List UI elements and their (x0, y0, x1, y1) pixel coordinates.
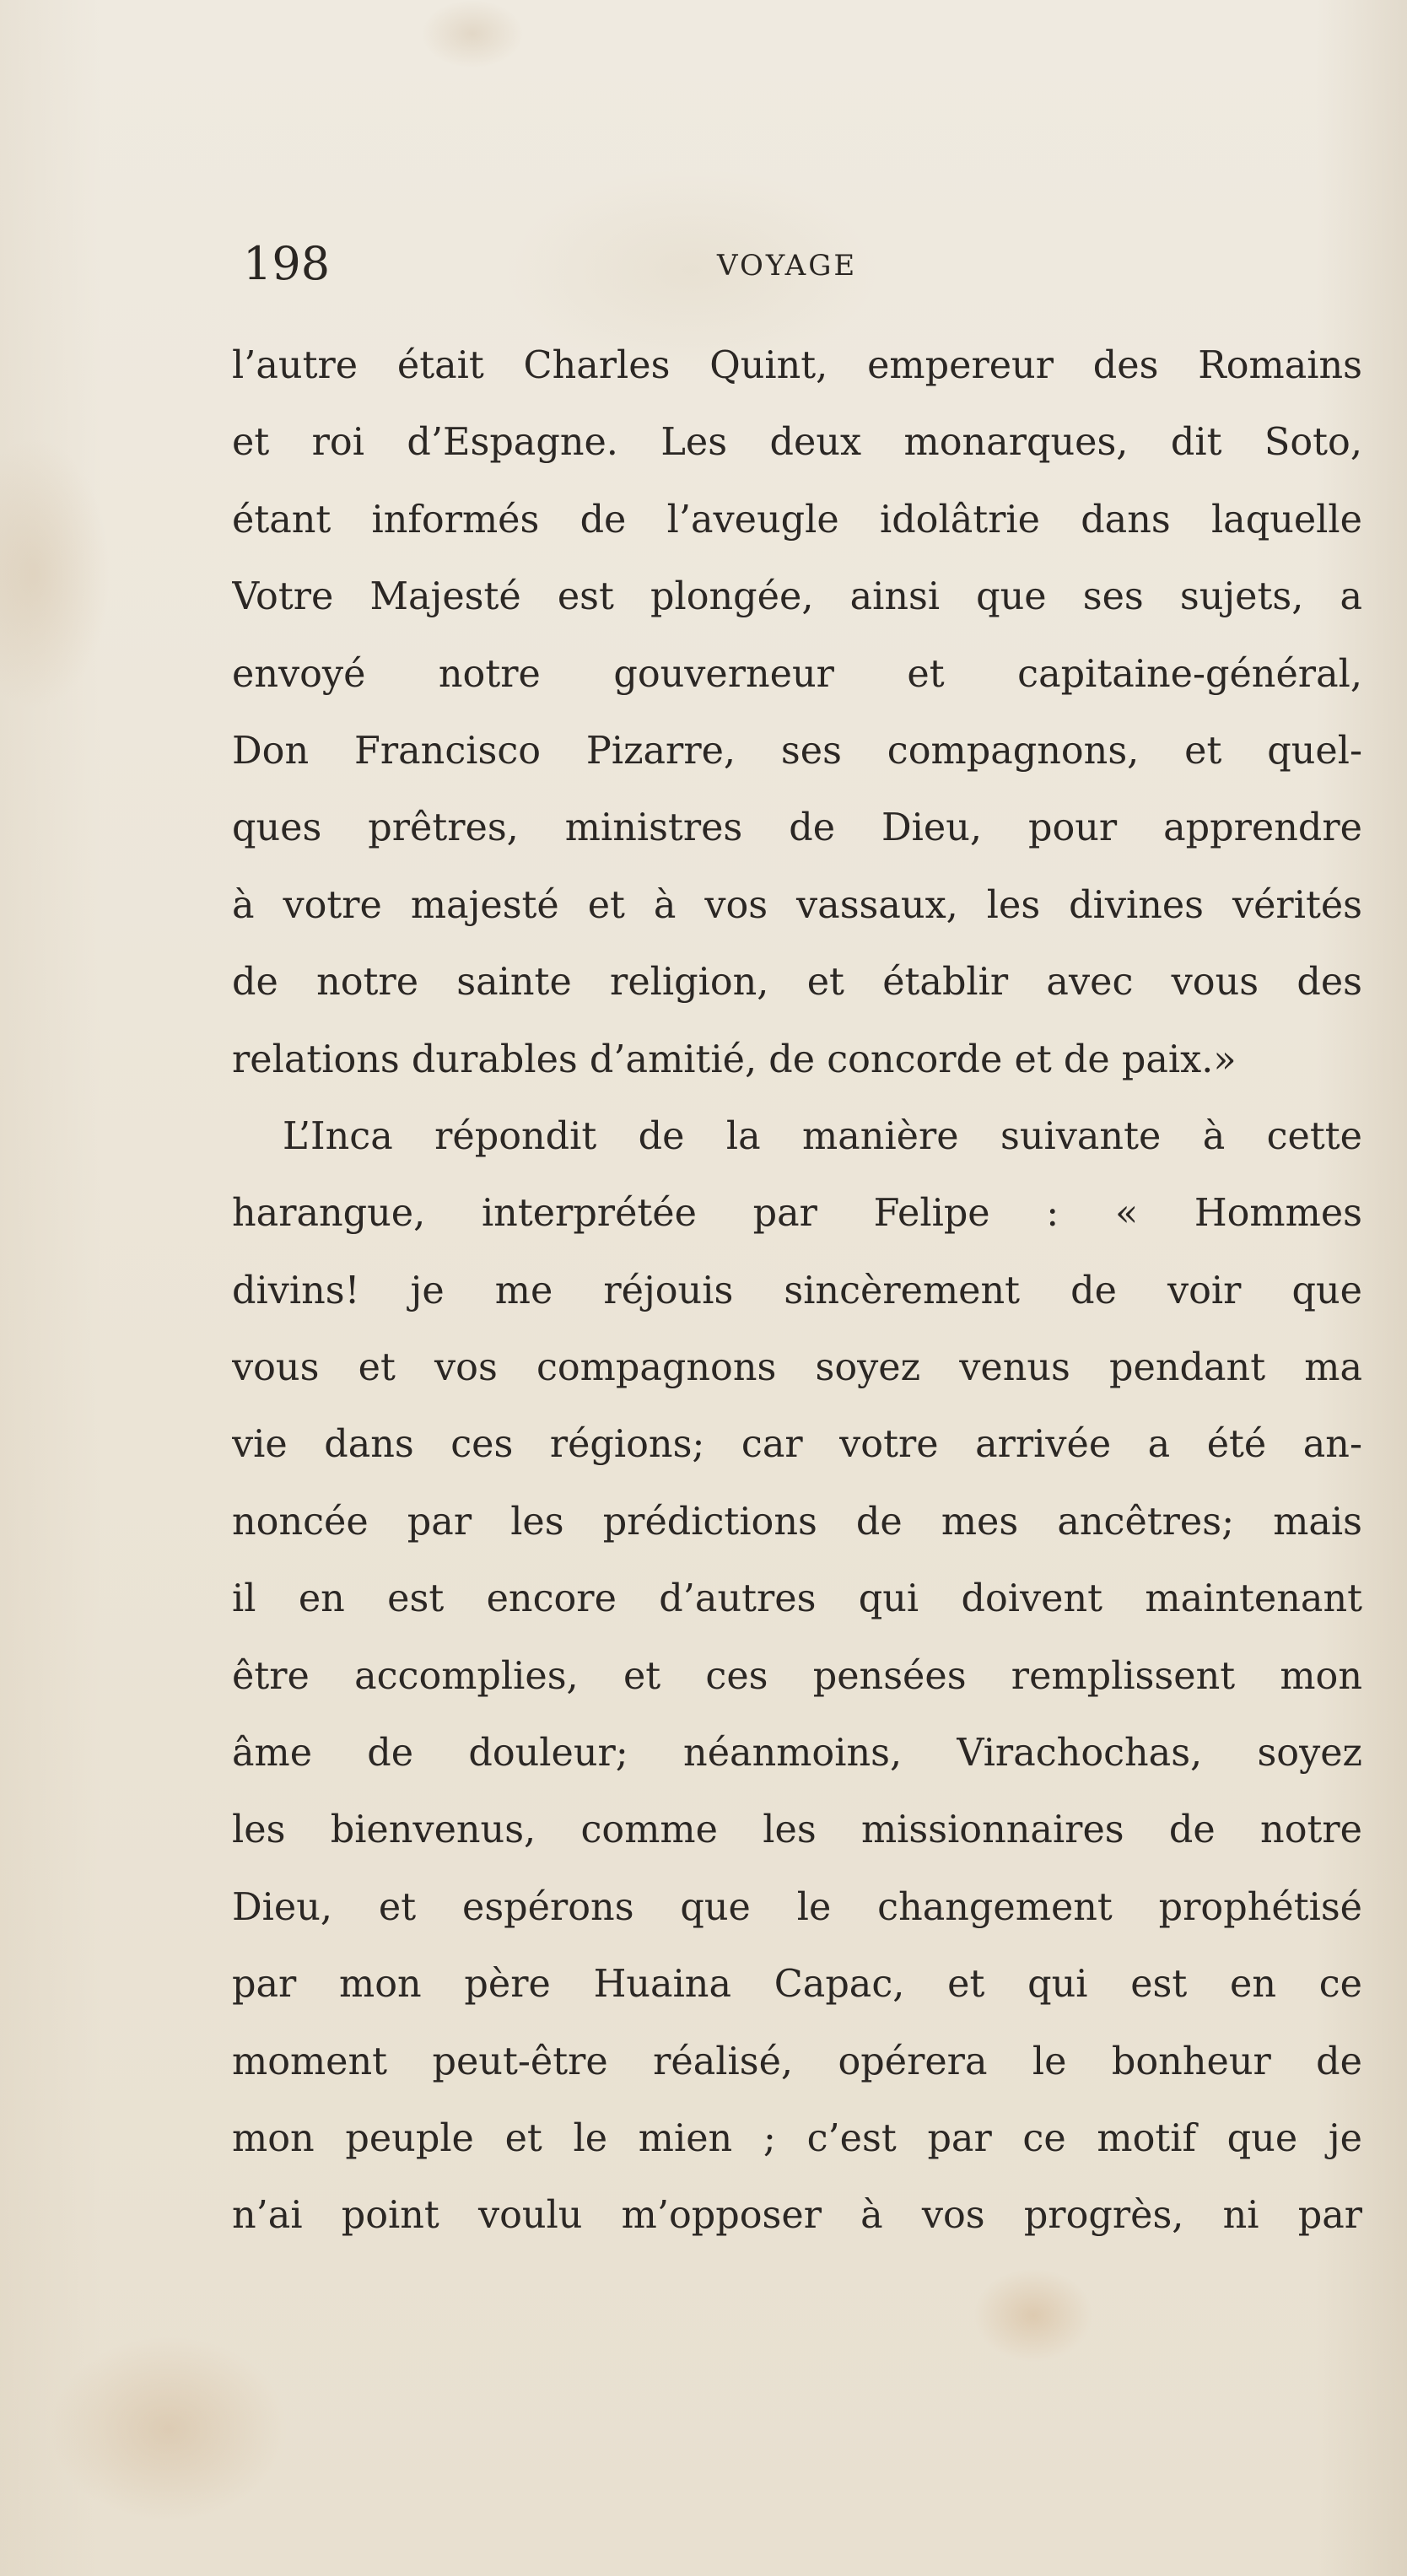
text-line: n’ai point voulu m’opposer à vos progrès, ni par (232, 2194, 1362, 2238)
text-line: ques prêtres, ministres de Dieu, pour apprendre (232, 806, 1362, 850)
text-line: être accomplies, et ces pensées remplissent mon (232, 1654, 1362, 1698)
text-line: divins! je me réjouis sincèrement de voir que (232, 1269, 1362, 1312)
text-line: mon peuple et le mien ; c’est par ce motif que je (232, 2116, 1362, 2160)
text-line: noncée par les prédictions de mes ancêtres; mais (232, 1500, 1362, 1544)
running-head (0, 239, 1407, 289)
text-line: vie dans ces régions; car votre arrivée a été an- (232, 1423, 1362, 1467)
text-line: l’autre était Charles Quint, empereur des Romains (232, 344, 1362, 387)
text-line: Don Francisco Pizarre, ses compagnons, et quel- (232, 729, 1362, 773)
paragraph-end-line: relations durables d’amitié, de concorde et de paix.» (232, 1037, 1237, 1081)
paragraph-start-line: L’Inca répondit de la manière suivante à cette (283, 1114, 1362, 1158)
text-line: harangue, interprétée par Felipe : « Hommes (232, 1192, 1362, 1236)
text-line: étant informés de l’aveugle idolâtrie dans laquelle (232, 498, 1362, 542)
text-line: à votre majesté et à vos vassaux, les divines vérités (232, 883, 1362, 927)
text-line: il en est encore d’autres qui doivent maintenant (232, 1577, 1362, 1621)
text-line: vous et vos compagnons soyez venus pendant ma (232, 1346, 1362, 1390)
page-number: 198 (243, 237, 331, 290)
text-line: âme de douleur; néanmoins, Virachochas, soyez (232, 1732, 1362, 1776)
text-line: Dieu, et espérons que le changement prophétisé (232, 1885, 1362, 1929)
text-line: les bienvenus, comme les missionnaires de notre (232, 1808, 1362, 1852)
text-line: moment peut-être réalisé, opérera le bonheur de (232, 2040, 1362, 2083)
body-text (232, 327, 1362, 2255)
text-line: de notre sainte religion, et établir avec vous des (232, 961, 1362, 1005)
running-title: VOYAGE (717, 249, 858, 283)
text-line: envoyé notre gouverneur et capitaine-général, (232, 652, 1362, 696)
text-line: et roi d’Espagne. Les deux monarques, dit Soto, (232, 421, 1362, 465)
text-line: Votre Majesté est plongée, ainsi que ses sujets, a (232, 575, 1362, 619)
text-line: par mon père Huaina Capac, et qui est en ce (232, 1963, 1362, 2007)
